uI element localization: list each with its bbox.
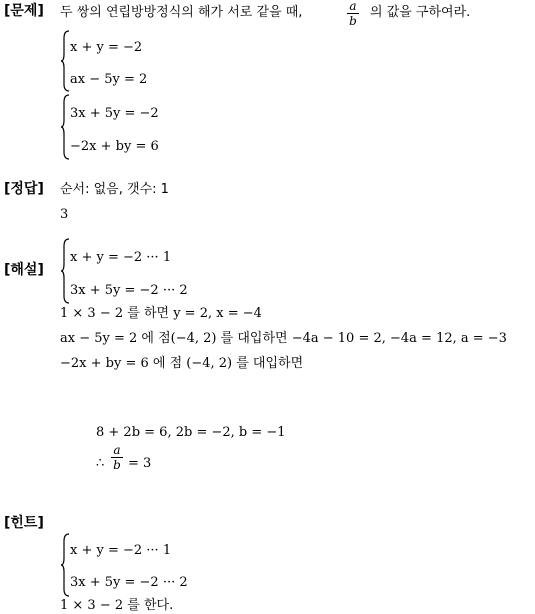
brace-icon bbox=[60, 94, 70, 160]
answer-label: [정답] bbox=[4, 181, 44, 197]
solution-step-1: 1 × 3 − 2 를 하면 y = 2, x = −4 bbox=[60, 306, 262, 321]
hint-eq-1: x + y = −2 ··· 1 bbox=[70, 543, 172, 558]
result-rhs: = 3 bbox=[128, 456, 152, 471]
therefore-symbol: ∴ bbox=[96, 456, 105, 471]
fraction-denominator: b bbox=[113, 458, 121, 472]
hint-label: [힌트] bbox=[4, 515, 44, 531]
problem-eq-2: ax − 5y = 2 bbox=[70, 72, 148, 87]
problem-eq-4: −2x + by = 6 bbox=[70, 139, 159, 154]
solution-eq-1: x + y = −2 ··· 1 bbox=[70, 250, 172, 265]
brace-icon bbox=[60, 533, 70, 597]
fraction-denominator: b bbox=[349, 14, 357, 28]
brace-icon bbox=[60, 238, 70, 304]
problem-eq-3: 3x + 5y = −2 bbox=[70, 106, 159, 121]
problem-text: 두 쌍의 연립방방정식의 해가 서로 같을 때, bbox=[60, 5, 303, 20]
fraction-numerator: a bbox=[113, 443, 121, 457]
solution-label: [해설] bbox=[4, 262, 44, 278]
solution-step-3: −2x + by = 6 에 점 (−4, 2) 를 대입하면 bbox=[60, 356, 304, 371]
result-fraction bbox=[111, 444, 123, 471]
solution-step-2: ax − 5y = 2 에 점(−4, 2) 를 대입하면 −4a − 10 = 2, −4a = 12, a = −3 bbox=[60, 331, 507, 346]
fraction-numerator: a bbox=[349, 0, 357, 13]
brace-icon bbox=[60, 30, 70, 92]
problem-label: [문제] bbox=[4, 3, 44, 19]
problem-fraction bbox=[347, 0, 359, 27]
answer-line-1: 순서: 없음, 갯수: 1 bbox=[60, 182, 169, 197]
hint-eq-2: 3x + 5y = −2 ··· 2 bbox=[70, 575, 188, 590]
hint-step: 1 × 3 − 2 를 한다. bbox=[60, 598, 174, 613]
problem-text-after: 의 값을 구하여라. bbox=[370, 5, 471, 20]
solution-eq-2: 3x + 5y = −2 ··· 2 bbox=[70, 283, 188, 298]
problem-eq-1: x + y = −2 bbox=[70, 40, 143, 55]
answer-line-2: 3 bbox=[60, 207, 69, 222]
solution-step-4: 8 + 2b = 6, 2b = −2, b = −1 bbox=[96, 425, 286, 440]
